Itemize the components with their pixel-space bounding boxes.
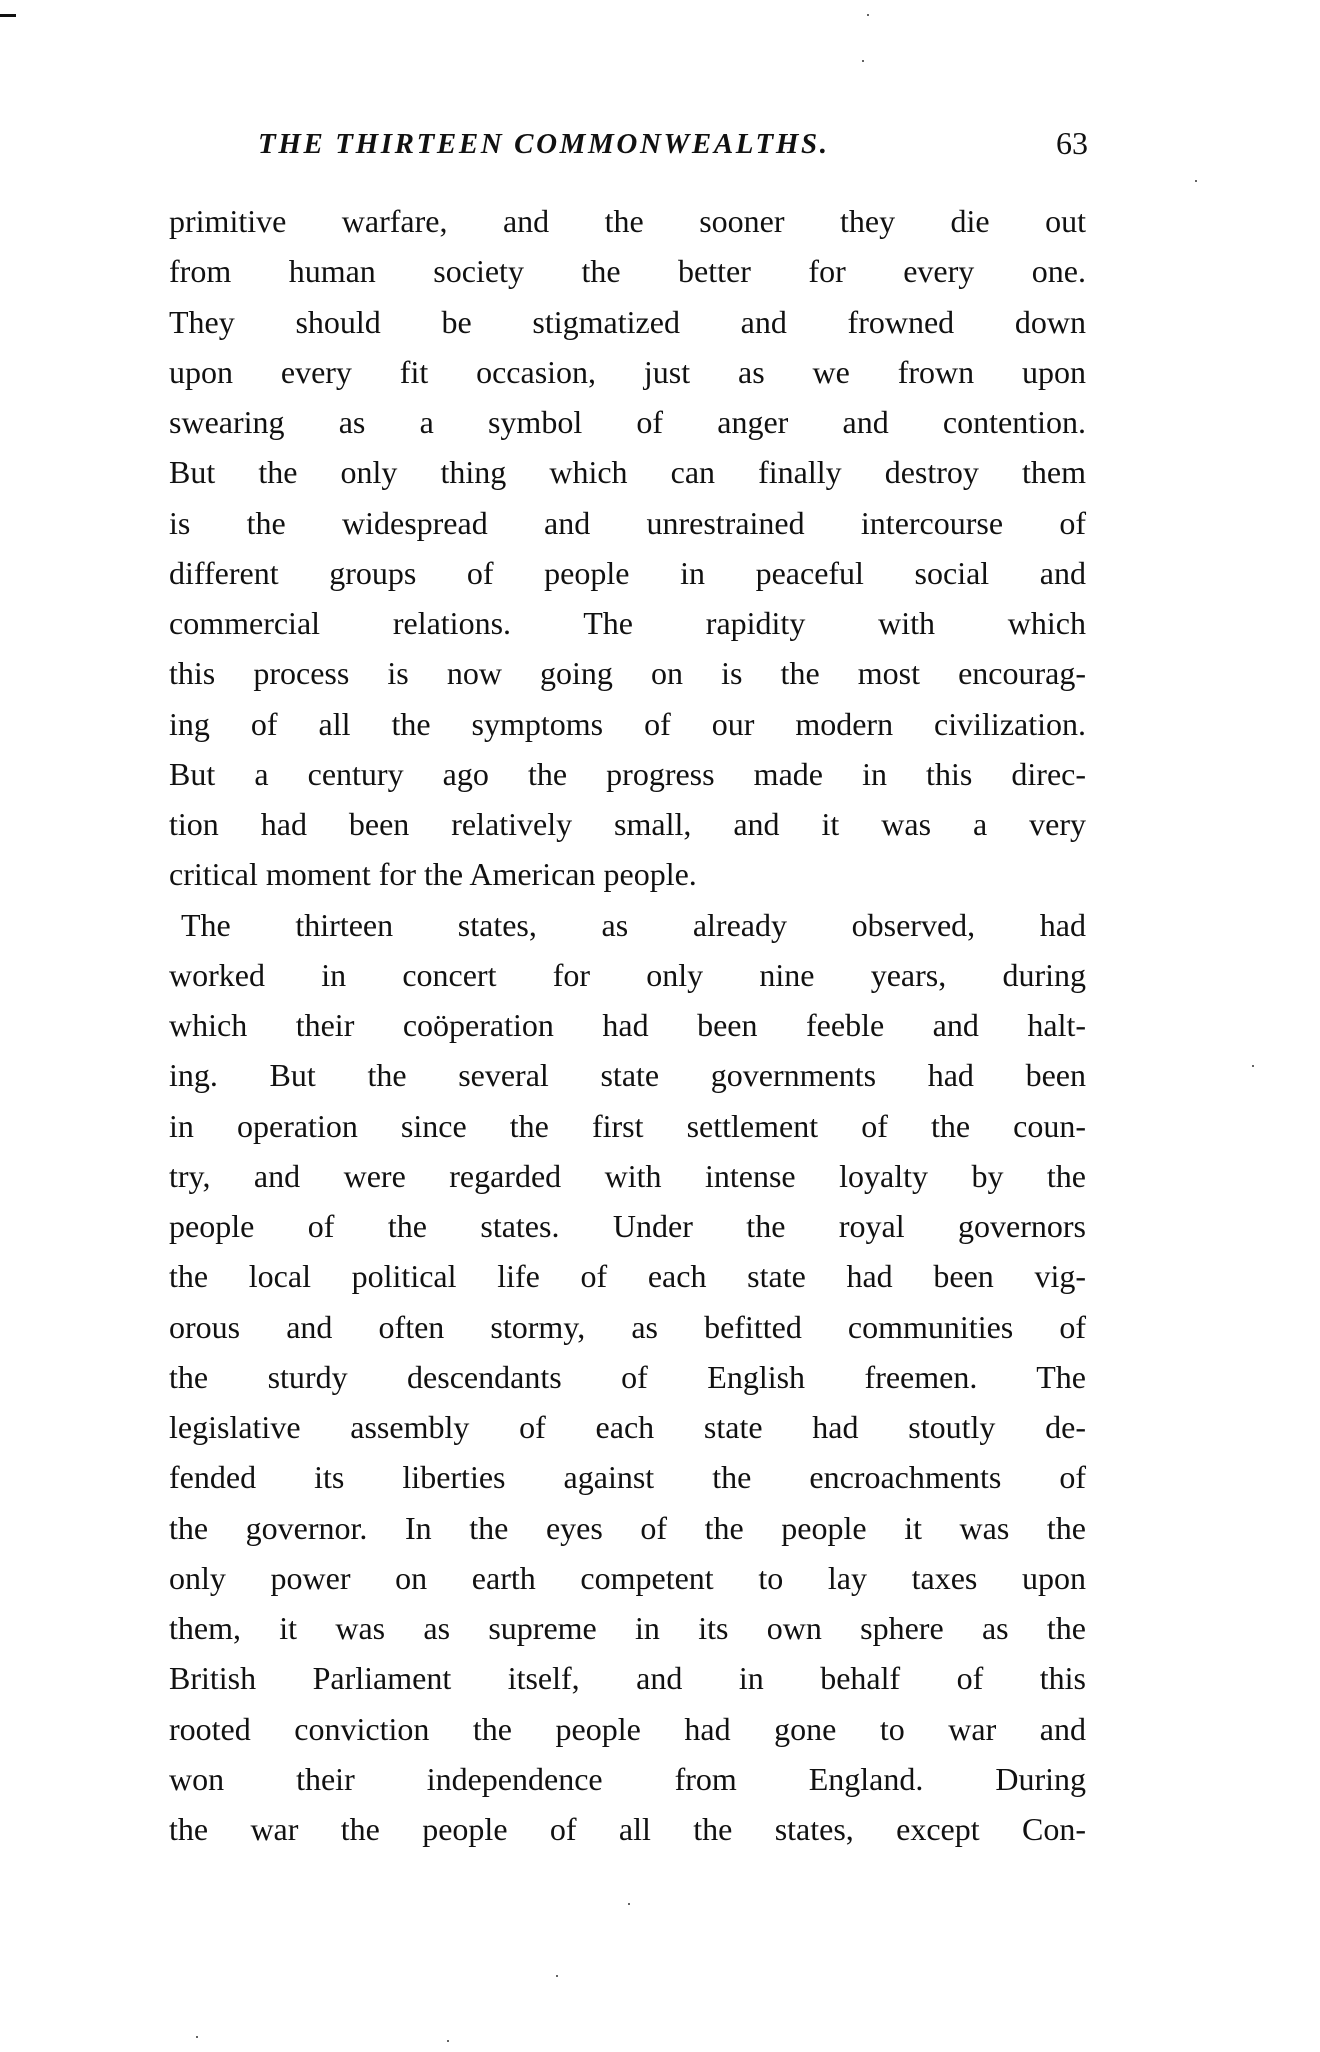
text-line: rooted conviction the people had gone to war and (169, 1710, 1086, 1747)
text-line: critical moment for the American people. (169, 856, 697, 893)
text-line: British Parliament itself, and in behalf of this (169, 1660, 1086, 1697)
text-line: try, and were regarded with intense loyalty by the (169, 1157, 1086, 1194)
scan-speck (556, 1975, 558, 1977)
text-line: different groups of people in peaceful social and (169, 554, 1086, 591)
text-line: from human society the better for every one. (169, 253, 1086, 290)
text-line: is the widespread and unrestrained intercourse of (169, 504, 1086, 541)
scan-speck (628, 1903, 630, 1905)
text-line: the war the people of all the states, except Con- (169, 1811, 1086, 1847)
scan-speck (867, 14, 869, 16)
text-line: primitive warfare, and the sooner they die out (169, 203, 1086, 239)
text-line: tion had been relatively small, and it was a very (169, 806, 1086, 842)
text-line: won their independence from England. During (169, 1760, 1086, 1797)
running-title: THE THIRTEEN COMMONWEALTHS. (258, 128, 830, 160)
page-number: 63 (1056, 125, 1088, 161)
text-line: upon every fit occasion, just as we frown upon (169, 353, 1086, 390)
text-line: the local political life of each state had been vig- (169, 1258, 1086, 1295)
text-line: in operation since the first settlement of the coun- (169, 1107, 1086, 1144)
text-line: swearing as a symbol of anger and contention. (169, 404, 1086, 440)
scan-speck (1195, 180, 1197, 182)
text-line: orous and often stormy, as befitted communities of (169, 1308, 1086, 1345)
text-line: ing of all the symptoms of our modern civilization. (169, 705, 1086, 742)
text-line: this process is now going on is the most encourag- (169, 655, 1086, 692)
scan-speck (196, 2036, 198, 2038)
text-line: fended its liberties against the encroachments of (169, 1459, 1086, 1496)
text-line: They should be stigmatized and frowned down (169, 303, 1086, 340)
text-line: the governor. In the eyes of the people it was the (169, 1509, 1086, 1546)
text-line: legislative assembly of each state had stoutly de- (169, 1409, 1086, 1445)
scan-speck (447, 2040, 449, 2042)
text-line: worked in concert for only nine years, during (169, 956, 1086, 993)
scan-speck (1252, 1065, 1254, 1067)
running-head (258, 124, 1088, 164)
text-line: only power on earth competent to lay taxes upon (169, 1559, 1086, 1596)
text-line: The thirteen states, as already observed, had (181, 906, 1086, 943)
scan-edge-mark (0, 14, 16, 17)
scan-speck (862, 60, 864, 62)
text-line: ing. But the several state governments had been (169, 1057, 1086, 1094)
text-line: But a century ago the progress made in this direc- (169, 755, 1086, 792)
text-line: which their coöperation had been feeble and halt- (169, 1007, 1086, 1043)
text-line: them, it was as supreme in its own sphere as the (169, 1610, 1086, 1646)
text-line: commercial relations. The rapidity with which (169, 605, 1086, 641)
text-line: people of the states. Under the royal governors (169, 1208, 1086, 1244)
text-line: the sturdy descendants of English freemen. The (169, 1358, 1086, 1395)
text-line: But the only thing which can finally destroy them (169, 454, 1086, 491)
